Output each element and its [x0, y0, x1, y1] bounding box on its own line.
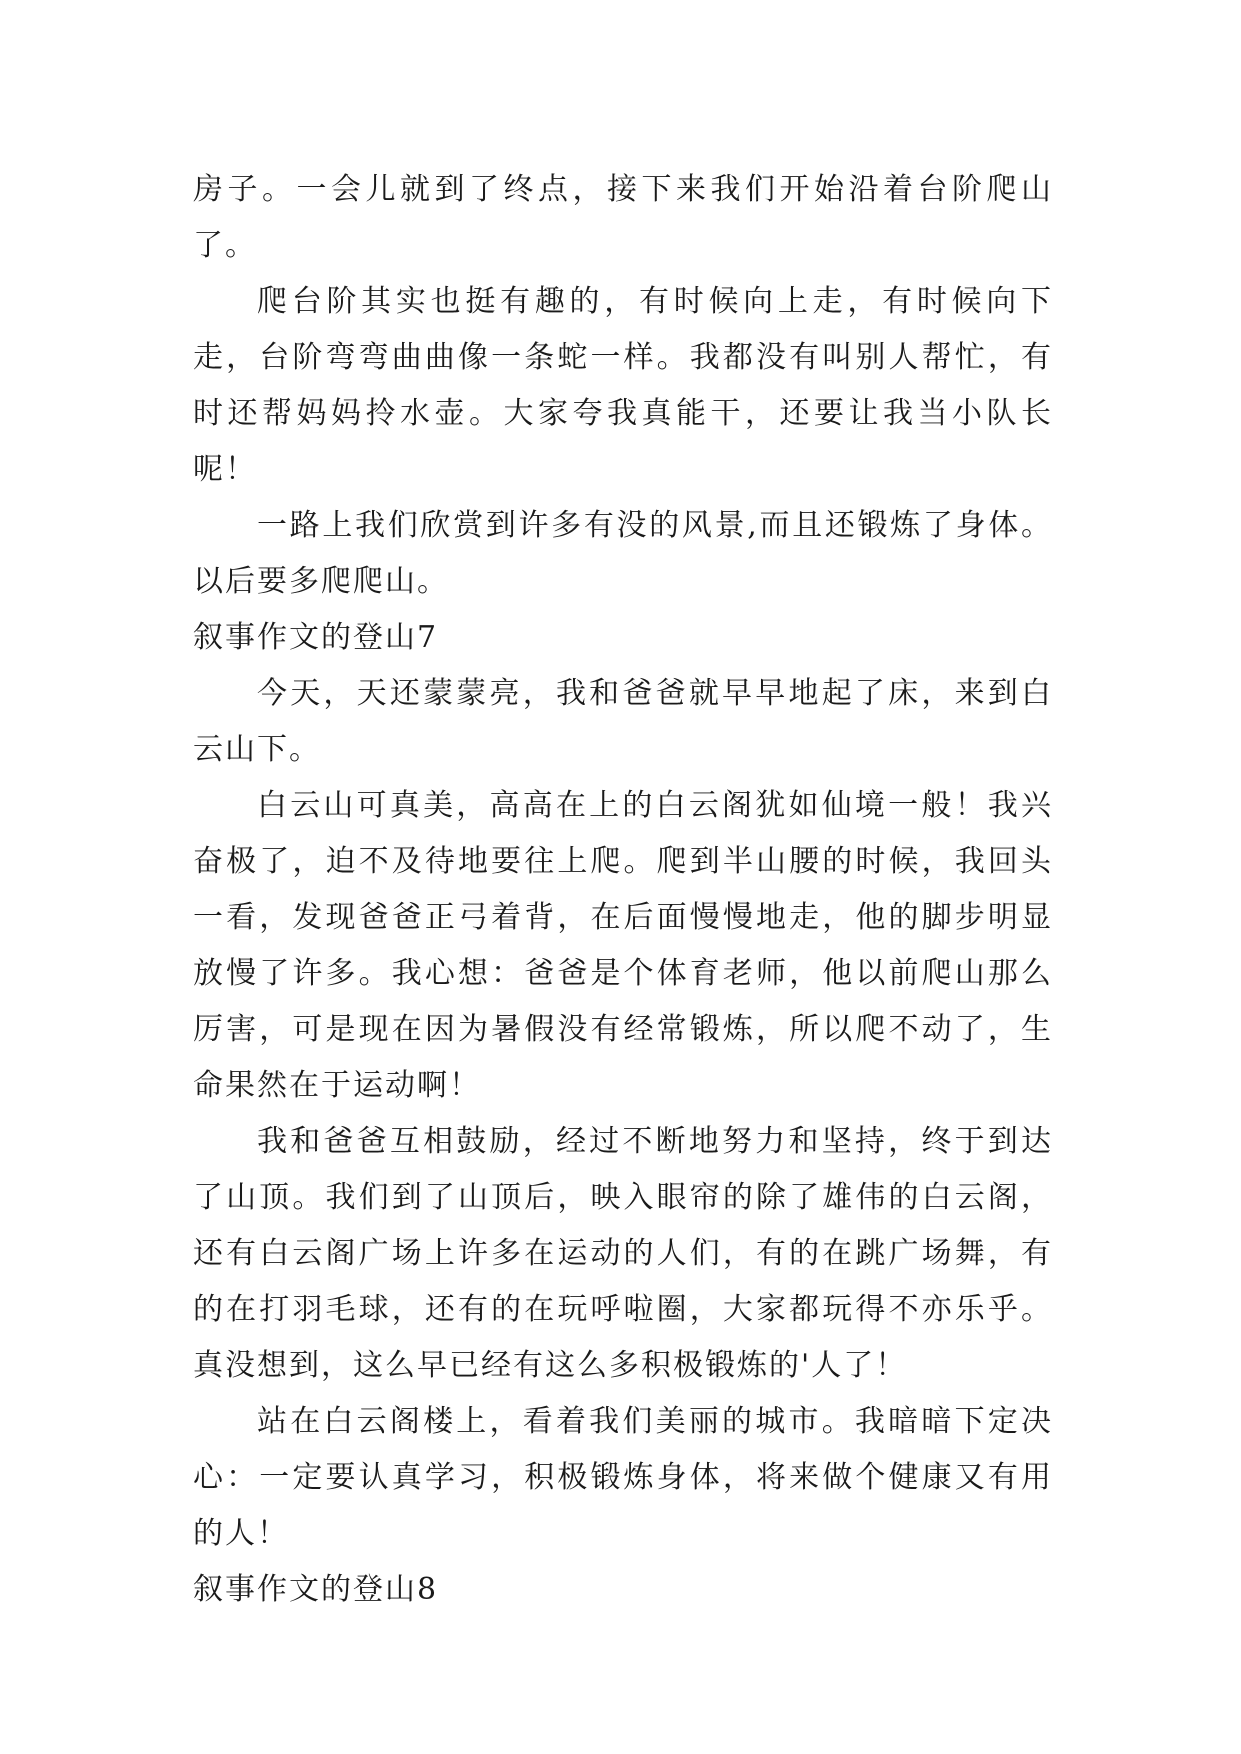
section-heading: 叙事作文的登山7 [193, 620, 439, 655]
paragraph: 今天，天还蒙蒙亮，我和爸爸就早早地起了床，来到白云山下。 [193, 676, 1053, 767]
paragraph: 我和爸爸互相鼓励，经过不断地努力和坚持，终于到达了山顶。我们到了山顶后，映入眼帘的除了雄伟的白云阁，还有白云阁广场上许多在运动的人们，有的在跳广场舞，有的在打羽毛球，还有的在玩呼啦圈，大家都玩得不亦乐乎。真没想到，这么早已经有这么多积极锻炼的'人了！ [193, 1124, 1053, 1383]
section-heading: 叙事作文的登山8 [193, 1572, 439, 1607]
paragraph: 爬台阶其实也挺有趣的，有时候向上走，有时候向下走，台阶弯弯曲曲像一条蛇一样。我都没有叫别人帮忙，有时还帮妈妈拎水壶。大家夸我真能干，还要让我当小队长呢！ [193, 284, 1053, 487]
paragraph: 白云山可真美，高高在上的白云阁犹如仙境一般！我兴奋极了，迫不及待地要往上爬。爬到半山腰的时候，我回头一看，发现爸爸正弓着背，在后面慢慢地走，他的脚步明显放慢了许多。我心想：爸爸是个体育老师，他以前爬山那么厉害，可是现在因为暑假没有经常锻炼，所以爬不动了，生命果然在于运动啊！ [193, 788, 1053, 1103]
paragraph: 站在白云阁楼上，看着我们美丽的城市。我暗暗下定决心：一定要认真学习，积极锻炼身体，将来做个健康又有用的人！ [193, 1404, 1053, 1551]
paragraph: 一路上我们欣赏到许多有没的风景,而且还锻炼了身体。以后要多爬爬山。 [193, 508, 1053, 599]
paragraph: 房子。一会儿就到了终点，接下来我们开始沿着台阶爬山了。 [193, 172, 1053, 263]
document-body [193, 162, 1053, 1618]
